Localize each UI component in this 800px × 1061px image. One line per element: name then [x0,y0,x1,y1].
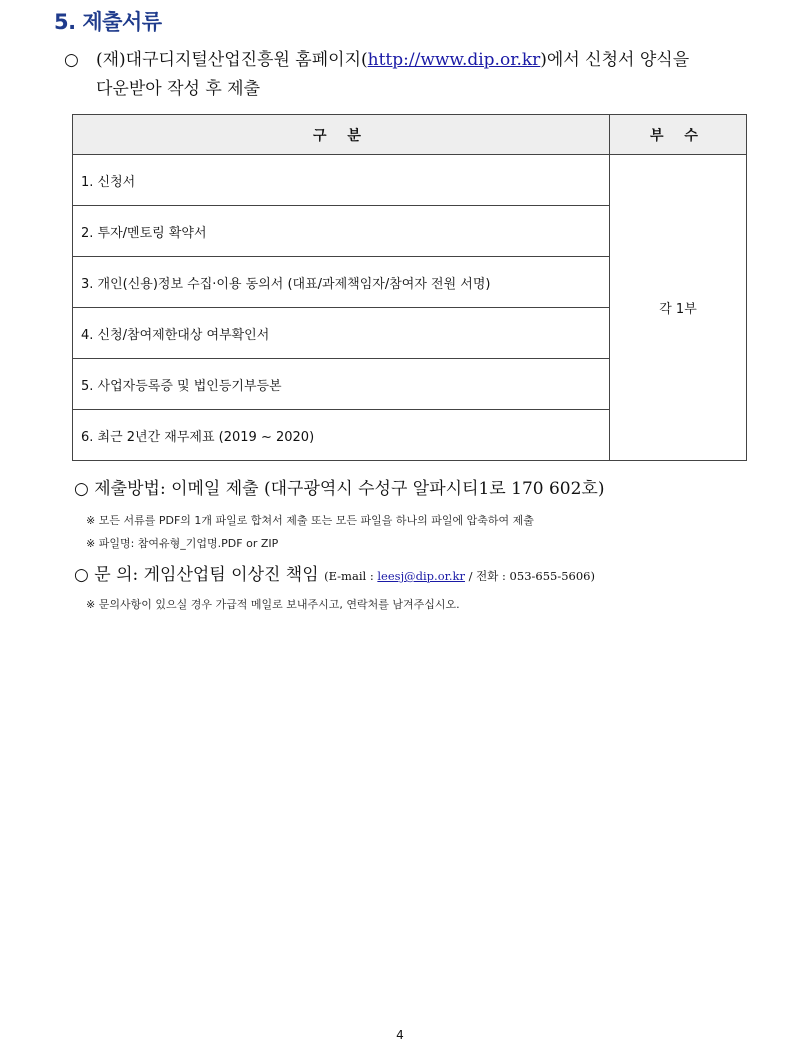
intro-line-2: 다운받아 작성 후 제출 [96,79,261,99]
bullet-icon: ○ [74,479,89,499]
email-prefix: (E-mail : [324,569,378,583]
intro-paragraph [64,46,754,104]
contact-note: ※ 문의사항이 있으실 경우 가급적 메일로 보내주시고, 연락처를 남겨주십시오. [86,598,460,611]
contact-line [74,560,595,585]
submission-method [74,474,605,499]
method-text: 제출방법: 이메일 제출 (대구광역시 수성구 알파시티1로 170 602호) [94,479,605,499]
document-item: 5. 사업자등록증 및 법인등기부등본 [73,359,610,410]
document-item: 4. 신청/참여제한대상 여부확인서 [73,308,610,359]
header-category: 구 분 [73,115,610,155]
page-number: 4 [396,1028,404,1042]
intro-suffix: )에서 신청서 양식을 [540,50,690,70]
header-count: 부 수 [610,115,747,155]
intro-line-1 [64,46,754,75]
homepage-link[interactable]: http://www.dip.or.kr [367,50,541,70]
note-filename: ※ 파일명: 참여유형_기업명.PDF or ZIP [86,537,279,550]
documents-table [72,114,747,461]
bullet-icon: ○ [74,565,89,585]
document-item: 6. 최근 2년간 재무제표 (2019 ~ 2020) [73,410,610,461]
section-title: 5. 제출서류 [54,10,162,34]
document-item: 2. 투자/멘토링 확약서 [73,206,610,257]
bullet-icon: ○ [64,50,79,70]
document-item: 3. 개인(신용)정보 수집·이용 동의서 (대표/과제책임자/참여자 전원 서명) [73,257,610,308]
intro-text [64,46,689,75]
table-row [73,155,747,206]
note-pdf: ※ 모든 서류를 PDF의 1개 파일로 합쳐서 제출 또는 모든 파일을 하나의 파일에 압축하여 제출 [86,514,534,527]
email-link[interactable]: leesj@dip.or.kr [377,569,465,583]
count-cell: 각 1부 [610,155,747,461]
document-item: 1. 신청서 [73,155,610,206]
contact-label: 문 의: 게임산업팀 이상진 책임 [94,565,319,585]
phone-text: / 전화 : 053-655-5606) [464,569,595,583]
table-header-row [73,115,747,155]
intro-prefix: (재)대구디지털산업진흥원 홈페이지( [96,50,368,70]
